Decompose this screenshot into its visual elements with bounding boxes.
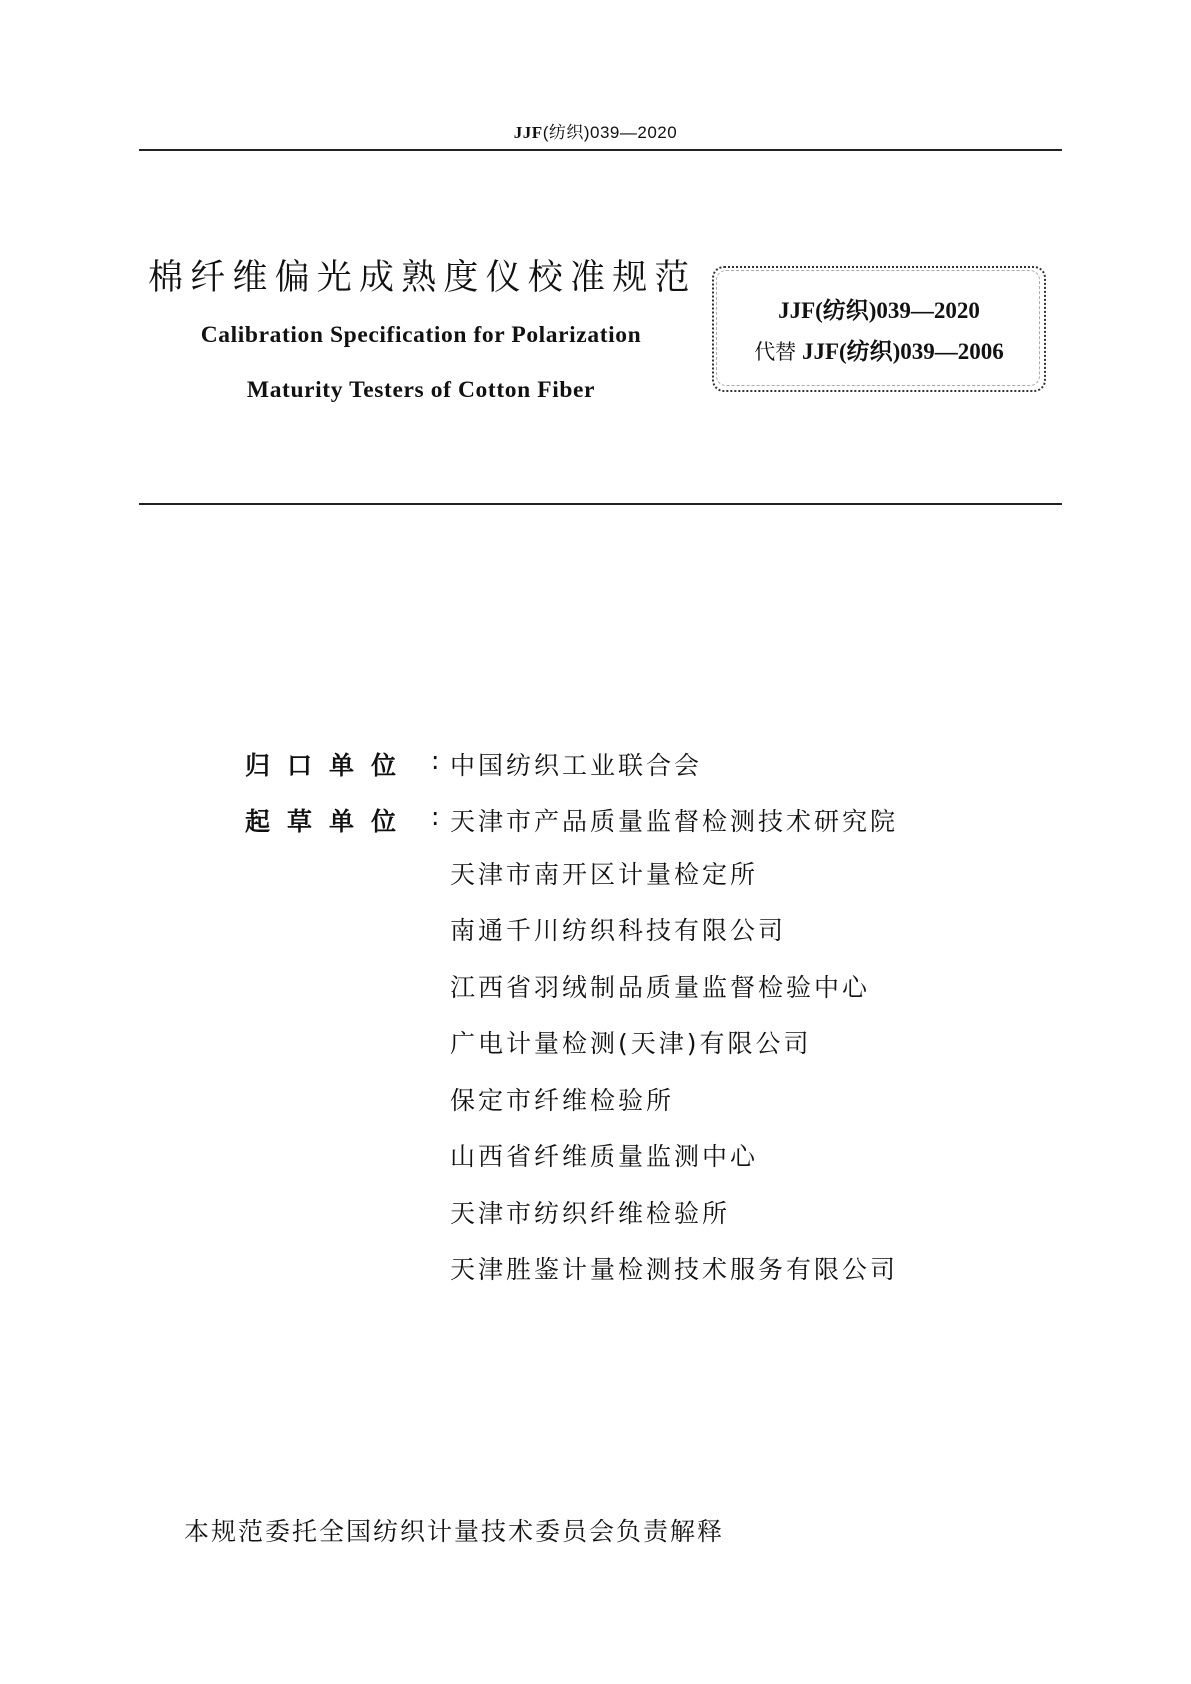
drafting-unit-item: 天津胜鉴计量检测技术服务有限公司 [450, 1255, 899, 1284]
drafting-unit-item: 天津市产品质量监督检测技术研究院 [450, 807, 899, 836]
drafting-unit-item: 天津市纺织纤维检验所 [450, 1199, 731, 1228]
title-chinese: 棉纤维偏光成熟度仪校准规范 [148, 258, 697, 298]
code-box-current-standard: JJF(纺织)039—2020 [778, 298, 980, 323]
responsible-unit-value: 中国纺织工业联合会 [450, 751, 703, 780]
title-english-line1: Calibration Specification for Polarization [200, 322, 642, 348]
title-english-line2: Maturity Testers of Cotton Fiber [246, 377, 596, 403]
code-box-replaces [712, 333, 1046, 366]
running-header [0, 118, 1191, 143]
drafting-unit-label: 起草单位 [245, 807, 414, 836]
header-code-rest: (纺织)039—2020 [542, 123, 678, 142]
drafting-unit-item: 江西省羽绒制品质量监督检验中心 [450, 973, 871, 1002]
replaced-standard-code: JJF(纺织)039—2006 [801, 339, 1004, 364]
responsible-colon: : [431, 746, 440, 775]
drafting-colon: : [431, 802, 440, 831]
drafting-unit-item: 山西省纤维质量监测中心 [450, 1142, 759, 1171]
header-code-prefix: JJF [513, 123, 543, 142]
drafting-unit-item: 广电计量检测(天津)有限公司 [450, 1029, 812, 1058]
drafting-unit-item: 保定市纤维检验所 [450, 1086, 675, 1115]
top-rule [139, 149, 1062, 151]
drafting-unit-item: 天津市南开区计量检定所 [450, 860, 759, 889]
responsible-unit-label: 归口单位 [245, 751, 414, 780]
drafting-unit-item: 南通千川纺织科技有限公司 [450, 916, 787, 945]
code-box-ornament [716, 270, 1040, 386]
replaces-label: 代替 [754, 340, 797, 364]
interpretation-statement: 本规范委托全国纺织计量技术委员会负责解释 [184, 1517, 725, 1546]
bottom-rule [139, 503, 1062, 505]
